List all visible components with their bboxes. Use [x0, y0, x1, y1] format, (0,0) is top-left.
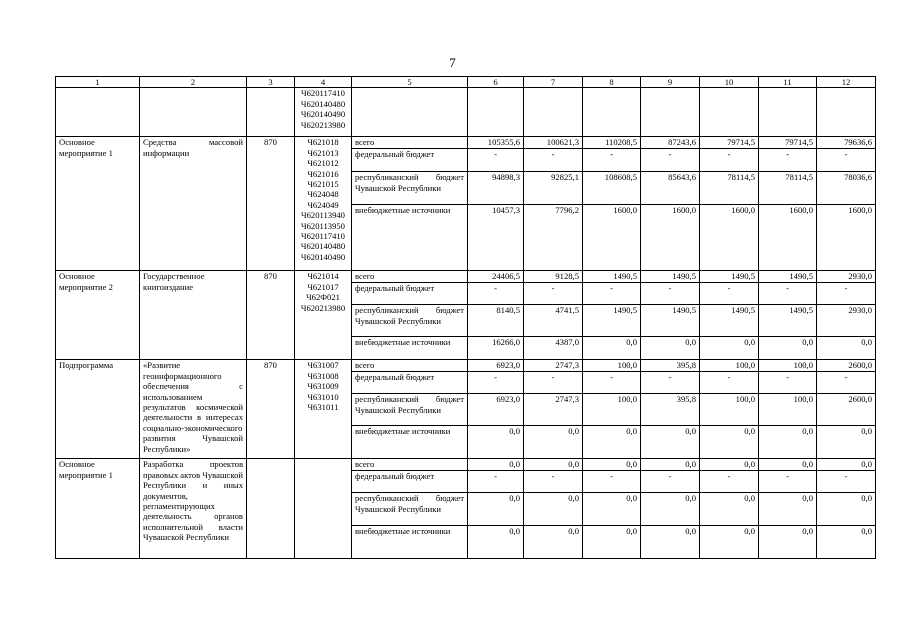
column-header: 4 [295, 77, 352, 88]
amount-cell: 1490,5 [700, 305, 759, 337]
column-header: 7 [524, 77, 583, 88]
amount-cell: 78114,5 [759, 172, 817, 205]
funding-source-cell: всего [352, 137, 468, 149]
amount-cell: 0,0 [759, 526, 817, 559]
amount-cell: 1600,0 [641, 205, 700, 271]
amount-cell: 1490,5 [583, 271, 641, 283]
amount-cell: 0,0 [583, 459, 641, 471]
funding-source-cell: всего [352, 459, 468, 471]
amount-cell: 2930,0 [817, 305, 876, 337]
amount-cell: - [641, 471, 700, 493]
amount-cell: 1490,5 [641, 271, 700, 283]
amount-cell: 100,0 [583, 360, 641, 372]
amount-cell: - [759, 283, 817, 305]
amount-cell: 1490,5 [641, 305, 700, 337]
grbs-code-cell: 870 [247, 360, 295, 459]
funding-source-cell: всего [352, 360, 468, 372]
funding-source-cell: федеральный бюджет [352, 471, 468, 493]
classification-code: Ч621014 [307, 271, 339, 282]
column-header: 3 [247, 77, 295, 88]
amount-cell: 6923,0 [468, 360, 524, 372]
classification-codes-cell [295, 137, 352, 271]
amount-cell: 4741,5 [524, 305, 583, 337]
amount-cell: - [468, 372, 524, 394]
classification-code: Ч620140480 [300, 241, 346, 252]
funding-source-cell: федеральный бюджет [352, 149, 468, 172]
amount-cell: 0,0 [524, 493, 583, 526]
amount-cell: - [700, 372, 759, 394]
amount-cell: 105355,6 [468, 137, 524, 149]
amount-cell: 0,0 [641, 493, 700, 526]
amount-cell: - [524, 372, 583, 394]
funding-source-cell: внебюджетные источники [352, 205, 468, 271]
amount-cell: 1600,0 [583, 205, 641, 271]
classification-code: Ч620140480 [300, 98, 346, 109]
amount-cell: 1600,0 [700, 205, 759, 271]
amount-cell: 100,0 [700, 394, 759, 426]
amount-cell: - [583, 149, 641, 172]
amount-cell: 0,0 [700, 526, 759, 559]
table-row [56, 459, 876, 471]
amount-cell: 78114,5 [700, 172, 759, 205]
amount-cell: 0,0 [759, 426, 817, 459]
amount-cell: 79714,5 [700, 137, 759, 149]
amount-cell: - [524, 283, 583, 305]
amount-cell: 1490,5 [759, 271, 817, 283]
amount-cell: 0,0 [817, 459, 876, 471]
column-header: 6 [468, 77, 524, 88]
classification-codes-cell [295, 271, 352, 360]
classification-code: Ч631009 [307, 381, 339, 392]
funding-table [55, 76, 876, 559]
funding-source-cell: федеральный бюджет [352, 372, 468, 394]
classification-code: Ч621015 [307, 179, 339, 190]
amount-cell: 0,0 [583, 526, 641, 559]
funding-source-cell: республиканский бюджет Чувашской Республики [352, 172, 468, 205]
column-header: 2 [140, 77, 247, 88]
amount-cell: 0,0 [641, 426, 700, 459]
funding-source-cell: республиканский бюджет Чувашской Республики [352, 305, 468, 337]
amount-cell: 100,0 [759, 394, 817, 426]
amount-cell: 6923,0 [468, 394, 524, 426]
event-title-cell: Государственное книгоиздание [140, 271, 247, 360]
classification-code: Ч631011 [307, 402, 339, 413]
event-name-cell: Основное мероприятие 1 [56, 137, 140, 271]
classification-code: Ч620113950 [301, 220, 345, 231]
amount-cell: 2600,0 [817, 360, 876, 372]
amount-cell: 0,0 [700, 459, 759, 471]
event-title-cell: Средства массовой информации [140, 137, 247, 271]
classification-code: Ч620140490 [300, 251, 346, 262]
amount-cell: 0,0 [817, 337, 876, 360]
amount-cell: 0,0 [524, 526, 583, 559]
amount-cell: 0,0 [583, 426, 641, 459]
classification-code: Ч631010 [307, 391, 339, 402]
amount-cell: 0,0 [817, 526, 876, 559]
classification-code: Ч621016 [307, 168, 339, 179]
amount-cell [641, 88, 700, 137]
amount-cell: 395,8 [641, 394, 700, 426]
column-header: 12 [817, 77, 876, 88]
classification-codes-cell [295, 360, 352, 459]
amount-cell: - [817, 283, 876, 305]
amount-cell: - [817, 372, 876, 394]
header-row [56, 77, 876, 88]
table-row [56, 137, 876, 149]
amount-cell [468, 88, 524, 137]
amount-cell: 0,0 [759, 337, 817, 360]
funding-source-cell: внебюджетные источники [352, 426, 468, 459]
classification-code: Ч620213980 [300, 119, 346, 130]
amount-cell: 0,0 [817, 493, 876, 526]
event-title-cell [140, 88, 247, 137]
amount-cell: 87243,6 [641, 137, 700, 149]
amount-cell: 8140,5 [468, 305, 524, 337]
classification-code: Ч624049 [307, 199, 339, 210]
event-title-cell: «Развитие геоинформационного обеспечения с использованием результатов космической деятельности в интересах социально-экономического развития Чувашской Республики» [140, 360, 247, 459]
amount-cell: 0,0 [759, 493, 817, 526]
classification-code: Ч631007 [307, 360, 339, 371]
column-header: 8 [583, 77, 641, 88]
column-header: 10 [700, 77, 759, 88]
amount-cell: - [817, 149, 876, 172]
amount-cell: 79714,5 [759, 137, 817, 149]
event-title-cell: Разработка проектов правовых актов Чувашской Республики и иных документов, регламентирующих деятельность органов исполнительной власти Чувашской Республики [140, 459, 247, 559]
amount-cell: 108608,5 [583, 172, 641, 205]
amount-cell: 0,0 [641, 526, 700, 559]
classification-code: Ч620140490 [300, 109, 346, 120]
amount-cell: 395,8 [641, 360, 700, 372]
amount-cell: 10457,3 [468, 205, 524, 271]
amount-cell: - [817, 471, 876, 493]
classification-code: Ч62Ф021 [306, 292, 340, 303]
amount-cell: 0,0 [524, 459, 583, 471]
amount-cell: - [583, 471, 641, 493]
event-name-cell: Подпрограмма [56, 360, 140, 459]
amount-cell: 0,0 [583, 337, 641, 360]
amount-cell: - [524, 471, 583, 493]
amount-cell: 2747,3 [524, 360, 583, 372]
amount-cell: 1490,5 [583, 305, 641, 337]
funding-source-cell: внебюджетные источники [352, 526, 468, 559]
amount-cell: 0,0 [759, 459, 817, 471]
classification-code: Ч621018 [307, 137, 339, 148]
amount-cell: 24406,5 [468, 271, 524, 283]
classification-code: Ч631008 [307, 370, 339, 381]
amount-cell: 0,0 [641, 459, 700, 471]
amount-cell: 0,0 [468, 459, 524, 471]
classification-code: Ч621013 [307, 147, 339, 158]
amount-cell [759, 88, 817, 137]
event-name-cell: Основное мероприятие 1 [56, 459, 140, 559]
amount-cell: - [700, 149, 759, 172]
amount-cell: 110208,5 [583, 137, 641, 149]
event-name-cell: Основное мероприятие 2 [56, 271, 140, 360]
grbs-code-cell [247, 88, 295, 137]
amount-cell: 94898,3 [468, 172, 524, 205]
amount-cell: 1600,0 [817, 205, 876, 271]
amount-cell: 1490,5 [759, 305, 817, 337]
event-name-cell [56, 88, 140, 137]
amount-cell: 0,0 [641, 337, 700, 360]
amount-cell: - [583, 372, 641, 394]
classification-code: Ч620117410 [301, 88, 345, 99]
amount-cell: 7796,2 [524, 205, 583, 271]
amount-cell: - [759, 372, 817, 394]
table-row [56, 271, 876, 283]
amount-cell: 1490,5 [700, 271, 759, 283]
classification-codes-cell [295, 88, 352, 137]
grbs-code-cell [247, 459, 295, 559]
table-row [56, 360, 876, 372]
amount-cell: - [524, 149, 583, 172]
amount-cell: 100,0 [583, 394, 641, 426]
funding-source-cell: всего [352, 271, 468, 283]
classification-code: Ч624048 [307, 189, 339, 200]
amount-cell: 4387,0 [524, 337, 583, 360]
amount-cell: 78036,6 [817, 172, 876, 205]
classification-code: Ч620117410 [301, 231, 345, 242]
amount-cell: - [641, 149, 700, 172]
amount-cell: 0,0 [817, 426, 876, 459]
amount-cell: 0,0 [583, 493, 641, 526]
column-header: 11 [759, 77, 817, 88]
table-row [56, 88, 876, 137]
funding-source-cell [352, 88, 468, 137]
classification-codes-cell [295, 459, 352, 559]
amount-cell: 9128,5 [524, 271, 583, 283]
amount-cell: 92825,1 [524, 172, 583, 205]
amount-cell: 0,0 [700, 426, 759, 459]
amount-cell: - [641, 283, 700, 305]
amount-cell: 0,0 [700, 493, 759, 526]
amount-cell: 16266,0 [468, 337, 524, 360]
amount-cell: - [759, 471, 817, 493]
funding-source-cell: внебюджетные источники [352, 337, 468, 360]
amount-cell: 1600,0 [759, 205, 817, 271]
column-header: 5 [352, 77, 468, 88]
amount-cell: - [759, 149, 817, 172]
amount-cell: - [468, 471, 524, 493]
amount-cell: 79636,6 [817, 137, 876, 149]
amount-cell: 100,0 [700, 360, 759, 372]
amount-cell [524, 88, 583, 137]
amount-cell: 0,0 [700, 337, 759, 360]
page-number: 7 [449, 55, 456, 70]
funding-source-cell: федеральный бюджет [352, 283, 468, 305]
column-header: 1 [56, 77, 140, 88]
amount-cell: 0,0 [468, 426, 524, 459]
amount-cell: 0,0 [524, 426, 583, 459]
grbs-code-cell: 870 [247, 137, 295, 271]
amount-cell [583, 88, 641, 137]
grbs-code-cell: 870 [247, 271, 295, 360]
classification-code: Ч621017 [307, 281, 339, 292]
amount-cell [700, 88, 759, 137]
amount-cell: 0,0 [468, 526, 524, 559]
amount-cell: 2930,0 [817, 271, 876, 283]
amount-cell: 0,0 [468, 493, 524, 526]
amount-cell: 100621,3 [524, 137, 583, 149]
amount-cell: 2747,3 [524, 394, 583, 426]
amount-cell: - [700, 471, 759, 493]
funding-source-cell: республиканский бюджет Чувашской Республики [352, 394, 468, 426]
classification-code: Ч620213980 [300, 302, 346, 313]
amount-cell: - [641, 372, 700, 394]
amount-cell: - [468, 283, 524, 305]
amount-cell: 85643,6 [641, 172, 700, 205]
amount-cell: 100,0 [759, 360, 817, 372]
amount-cell: - [700, 283, 759, 305]
amount-cell: 2600,0 [817, 394, 876, 426]
amount-cell: - [583, 283, 641, 305]
amount-cell [817, 88, 876, 137]
funding-source-cell: республиканский бюджет Чувашской Республики [352, 493, 468, 526]
column-header: 9 [641, 77, 700, 88]
classification-code: Ч620113940 [301, 210, 345, 221]
amount-cell: - [468, 149, 524, 172]
classification-code: Ч621012 [307, 158, 339, 169]
